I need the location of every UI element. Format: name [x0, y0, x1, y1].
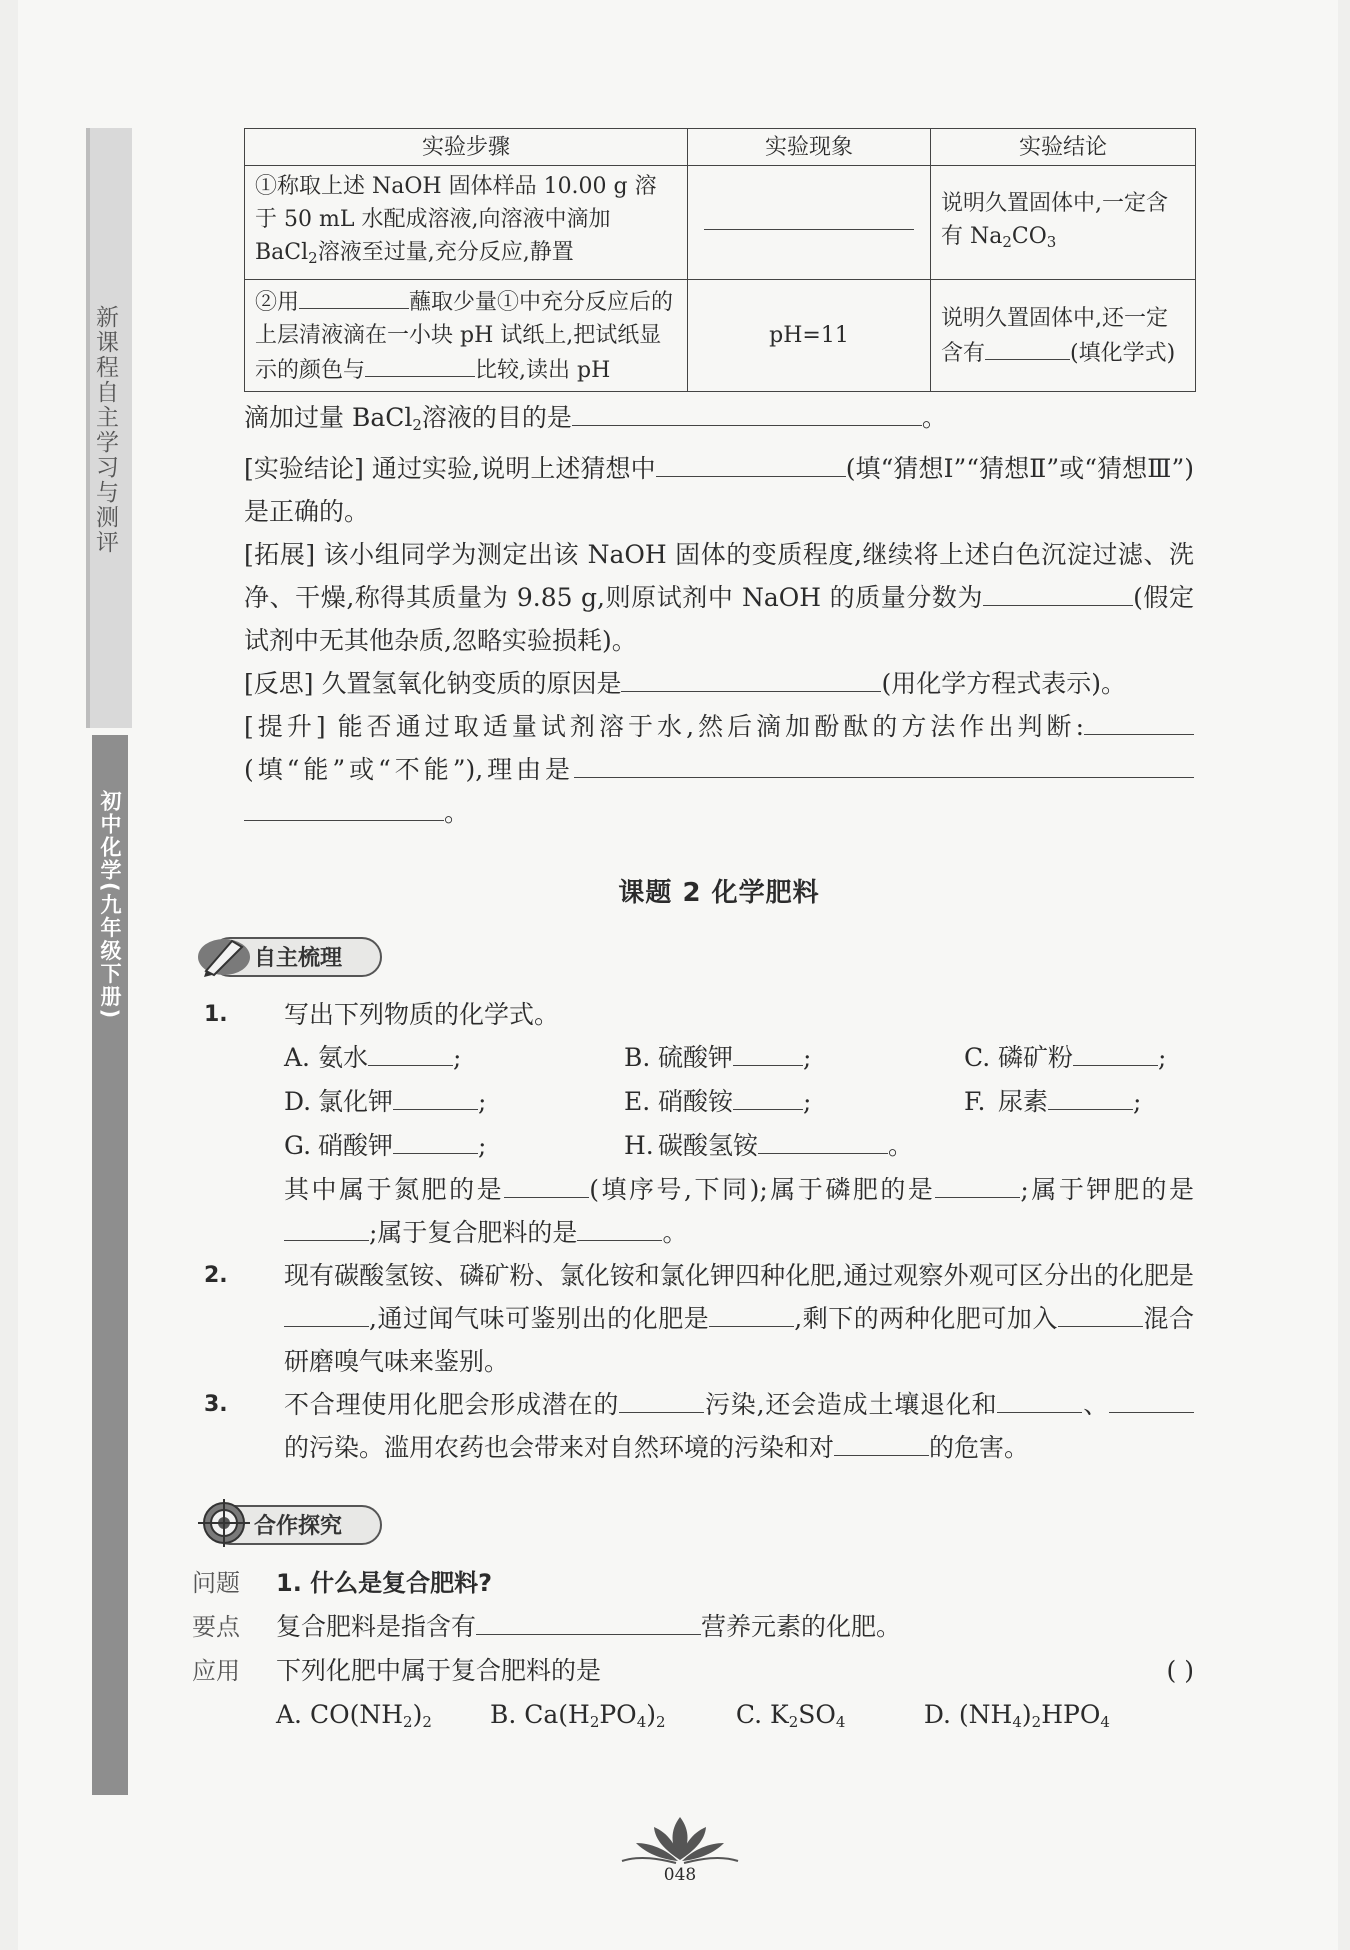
question-1: 1. 写出下列物质的化学式。 [244, 993, 1194, 1036]
table-header-row [245, 129, 1196, 166]
point-key: 要点 [192, 1613, 240, 1641]
apply-row: 应用 下列化肥中属于复合肥料的是 ( ) [244, 1649, 1194, 1693]
table-cell-phenomenon: pH=11 [688, 280, 931, 392]
problem-row [192, 1561, 1194, 1605]
answer-blank[interactable] [476, 1610, 701, 1635]
paragraph-conclusion: [实验结论] 通过实验,说明上述猜想中 (填“猜想Ⅰ”“猜想Ⅱ”或“猜想Ⅲ”)是正确的。 [244, 454, 1194, 526]
question-1-tail: 其中属于氮肥的是 (填序号,下同);属于磷肥的是 ;属于钾肥的是;属于复合肥料的是 。 [284, 1175, 1194, 1247]
answer-blank[interactable] [1058, 1302, 1143, 1327]
answer-blank[interactable] [983, 581, 1133, 606]
apply-key: 应用 [192, 1657, 240, 1685]
answer-blank[interactable] [621, 667, 881, 692]
question-3: 3. 不合理使用化肥会形成潜在的 污染,还会造成土壤退化和 、的污染。滥用农药也会带来对自然环境的污染和对 的危害。 [244, 1383, 1194, 1469]
choice-b[interactable]: B. $Ca(H_2PO_4)_2$ [489, 1700, 666, 1731]
answer-paren[interactable]: ( ) [1166, 1656, 1194, 1685]
answer-blank[interactable] [758, 1129, 888, 1154]
answer-blank[interactable] [1048, 1085, 1133, 1110]
answer-blank[interactable] [656, 452, 846, 477]
option-item: E. 硝酸铵 ; [624, 1087, 812, 1116]
answer-blank[interactable] [935, 1173, 1020, 1198]
answer-blank[interactable] [365, 352, 475, 377]
table-row [245, 280, 1196, 392]
problem-key: 问题 [192, 1569, 240, 1597]
answer-blank[interactable] [284, 1302, 369, 1327]
answer-blank[interactable] [504, 1173, 589, 1198]
answer-blank[interactable] [574, 753, 1194, 778]
paragraph-extension: [拓展] 该小组同学为测定出该 NaOH 固体的变质程度,继续将上述白色沉淀过滤、洗净、干燥,称得其质量为 9.85 g,则原试剂中 NaOH 的质量分数为 (假定试剂中无其他杂质,忽略实验损耗)。 [244, 540, 1194, 655]
side-book-label: 初中化学(九年级下册) [98, 790, 122, 1021]
question-number: 1. [204, 1002, 228, 1027]
option-item: A. 氨水 ; [284, 1043, 462, 1072]
experiment-table [244, 128, 1196, 392]
table-row [245, 166, 1196, 280]
page-number-block [620, 1815, 740, 1885]
choice-c[interactable]: C. $K_2SO_4$ [735, 1700, 846, 1731]
question-2: 2. 现有碳酸氢铵、磷矿粉、氯化铵和氯化钾四种化肥,通过观察外观可区分出的化肥是,通过闻气味可鉴别出的化肥是 ,剩下的两种化肥可加入 混合研磨嗅气味来鉴别。 [244, 1254, 1194, 1383]
choice-a[interactable]: A. $CO(NH_2)_2$ [276, 1700, 432, 1731]
answer-blank[interactable] [709, 1302, 794, 1327]
option-item: G. 硝酸钾 ; [284, 1131, 487, 1160]
table-header: 实验步骤 [245, 129, 688, 166]
lesson-title: 课题 2 化学肥料 [618, 878, 820, 908]
answer-blank[interactable] [704, 205, 914, 230]
answer-blank[interactable] [834, 1431, 929, 1456]
question-number: 2. [204, 1263, 228, 1288]
table-cell-step: ①称取上述 NaOH 固体样品 10.00 g 溶于 50 mL 水配成溶液,向溶液中滴加 BaCl$_2$溶液至过量,充分反应,静置 [245, 166, 688, 280]
answer-blank[interactable] [572, 401, 922, 426]
paragraph-reflection: [反思] 久置氢氧化钠变质的原因是 (用化学方程式表示)。 [244, 669, 1126, 698]
table-cell-step: ②用 蘸取少量①中充分反应后的上层清液滴在一小块 pH 试纸上,把试纸显示的颜色与 比较,读出 pH [245, 280, 688, 392]
answer-blank[interactable] [997, 1388, 1082, 1413]
paragraph-improve: [提升] 能否通过取适量试剂溶于水,然后滴加酚酞的方法作出判断:(填“能”或“不能”),理由是。 [244, 705, 1194, 834]
option-item: D. 氯化钾 ; [284, 1087, 487, 1116]
page-number: 048 [663, 1865, 697, 1885]
options-grid [244, 1036, 1194, 1168]
paragraph-purpose: 滴加过量 BaCl$_2$溶液的目的是 。 [244, 403, 947, 434]
leaf-ornament-icon [620, 1815, 740, 1865]
answer-blank[interactable] [244, 796, 444, 821]
section-tag-self-study [192, 931, 1194, 979]
answer-blank[interactable] [393, 1085, 478, 1110]
answer-blank[interactable] [733, 1041, 803, 1066]
answer-blank[interactable] [985, 335, 1070, 360]
table-header: 实验现象 [688, 129, 931, 166]
option-item: C. 磷矿粉 ; [964, 1043, 1167, 1072]
table-cell-phenomenon [688, 166, 931, 280]
side-series-label: 新课程自主学习与测评 [92, 305, 118, 555]
answer-blank[interactable] [284, 1216, 369, 1241]
answer-blank[interactable] [393, 1129, 478, 1154]
point-row: 要点 复合肥料是指含有 营养元素的化肥。 [244, 1605, 1194, 1649]
problem-text: 1. 什么是复合肥料? [276, 1569, 493, 1597]
table-header: 实验结论 [931, 129, 1196, 166]
target-icon [192, 1499, 256, 1547]
answer-blank[interactable] [733, 1085, 803, 1110]
main-content [192, 128, 1194, 1744]
answer-blank[interactable] [368, 1041, 453, 1066]
section-tag-cooperation [192, 1499, 1194, 1547]
section-tag-label: 自主梳理 [254, 946, 343, 971]
table-cell-conclusion: 说明久置固体中,还一定含有 (填化学式) [931, 280, 1196, 392]
option-item: F. 尿素 ; [964, 1087, 1142, 1116]
table-cell-conclusion: 说明久置固体中,一定含有 $Na_2CO_3$ [931, 166, 1196, 280]
option-item: H. 碳酸氢铵 。 [624, 1131, 914, 1160]
pen-icon [192, 931, 256, 979]
answer-blank[interactable] [577, 1216, 662, 1241]
section-tag-label: 合作探究 [254, 1514, 343, 1539]
choices-row [244, 1693, 1194, 1744]
answer-blank[interactable] [619, 1388, 704, 1413]
answer-blank[interactable] [1084, 710, 1194, 735]
question-number: 3. [204, 1392, 228, 1417]
choice-d[interactable]: D. $(NH_4)_2HPO_4$ [923, 1700, 1110, 1731]
answer-blank[interactable] [299, 284, 409, 309]
option-item: B. 硫酸钾 ; [624, 1043, 812, 1072]
answer-blank[interactable] [1073, 1041, 1158, 1066]
answer-blank[interactable] [1109, 1388, 1194, 1413]
